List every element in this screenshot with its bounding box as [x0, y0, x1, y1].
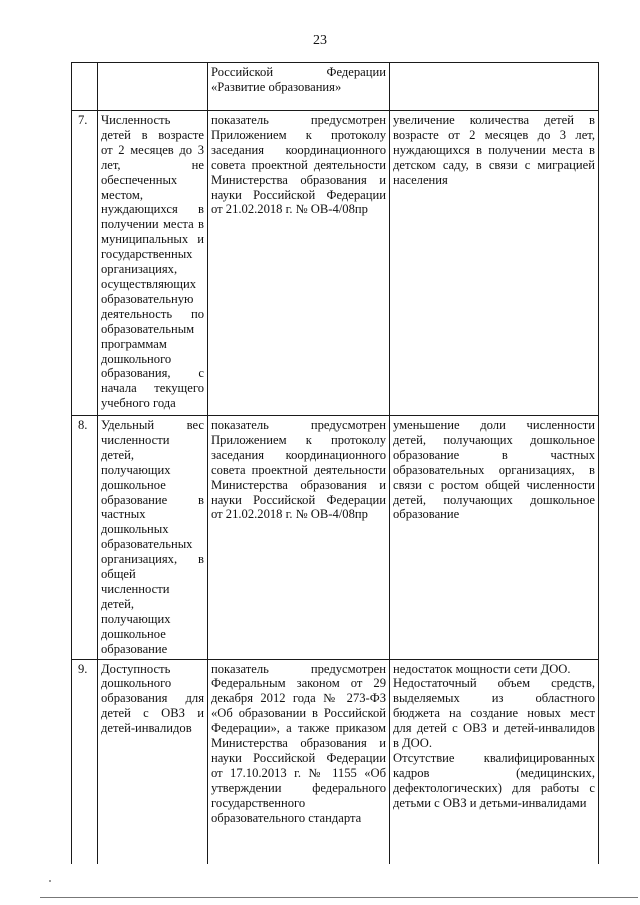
cell-line: детском саду, в связи с миграцией	[393, 157, 595, 172]
cell-line: «Развитие образования»	[211, 79, 342, 94]
cell-line: Российской Федерации	[211, 65, 386, 79]
cell-line: науки Российской Федерации	[211, 492, 386, 507]
cell-line: образовательного стандарта	[211, 810, 362, 825]
cell-line: нуждающихся в	[101, 202, 204, 217]
indicator-cell	[98, 416, 208, 660]
cell-line: показатель предусмотрен	[211, 418, 386, 432]
cell-line: показатель предусмотрен	[211, 661, 386, 676]
cell-line: Недостаточный объем средств,	[393, 676, 595, 691]
cell-line: лет, не	[101, 157, 204, 172]
cell-line: дошкольное	[101, 477, 166, 492]
cell-line: науки Российской Федерации	[211, 750, 386, 765]
cell-line: заседания координационного	[211, 447, 386, 462]
cell-line: Приложением к протоколу	[211, 127, 386, 142]
cell-line: детей с ОВЗ и	[101, 706, 204, 721]
cell-line: образовательных организациях, в	[393, 462, 595, 477]
cell-line: начала текущего	[101, 381, 204, 396]
cell-line: Доступность	[101, 661, 171, 676]
cell-line: детей,	[101, 447, 134, 462]
indicator-cell	[98, 63, 208, 111]
cell-line: Федеральным законом от 29	[211, 676, 386, 691]
cell-line: детей,	[101, 596, 134, 611]
cell-line: Численность	[101, 113, 171, 127]
cell-line: получающих	[101, 462, 171, 477]
cell-line: обеспеченных	[101, 172, 178, 187]
cell-line: государственного	[211, 795, 306, 810]
cell-line: Министерства образования и	[211, 172, 386, 187]
cell-line: кадров (медицинских,	[393, 765, 595, 780]
indicator-cell	[98, 659, 208, 864]
cell-line: численности	[101, 581, 170, 596]
row-number: 8.	[72, 416, 98, 660]
row-number	[72, 63, 98, 111]
table-row	[72, 111, 599, 416]
cell-line: детей в возрасте	[101, 127, 204, 142]
indicators-table	[71, 62, 599, 864]
table-row	[72, 63, 599, 111]
cell-line: выделяемых из областного	[393, 691, 595, 706]
cell-line: заседания координационного	[211, 142, 386, 157]
reason-cell	[390, 659, 599, 864]
cell-line: совета проектной деятельности	[211, 157, 386, 172]
cell-line: организациях, в	[101, 552, 204, 567]
cell-line: образование	[393, 507, 460, 522]
row-number: 7.	[72, 111, 98, 416]
cell-line: показатель предусмотрен	[211, 113, 386, 127]
cell-line: организациях,	[101, 262, 178, 277]
cell-line: дошкольного	[101, 351, 172, 366]
cell-line: науки Российской Федерации	[211, 187, 386, 202]
table-row	[72, 416, 599, 660]
cell-line: общей	[101, 567, 136, 582]
cell-line: частных	[101, 507, 146, 522]
cell-line: нуждающихся в получении места в	[393, 142, 595, 157]
cell-line: уменьшение доли численности	[393, 418, 595, 432]
cell-line: от 2 месяцев до 3	[101, 142, 204, 157]
basis-cell	[208, 63, 390, 111]
cell-line: от 21.02.2018 г. № ОВ-4/08пр	[211, 202, 368, 217]
cell-line: бюджета на создание новых мест	[393, 706, 595, 721]
cell-line: детей-инвалидов	[101, 721, 192, 736]
cell-line: образования для	[101, 691, 204, 706]
cell-line: недостаток мощности сети ДОО.	[393, 661, 571, 676]
table-row	[72, 659, 599, 864]
cell-line: Отсутствие квалифицированных	[393, 750, 595, 765]
reason-cell	[390, 416, 599, 660]
cell-line: осуществляющих	[101, 276, 197, 291]
cell-line: возрасте от 2 месяцев до 3 лет,	[393, 127, 595, 142]
cell-line: от 17.10.2013 г. № 1155 «Об	[211, 765, 386, 780]
cell-line: от 21.02.2018 г. № ОВ-4/08пр	[211, 507, 368, 522]
basis-cell	[208, 659, 390, 864]
scan-mark	[49, 880, 51, 882]
cell-line: детьми с ОВЗ и детьми-инвалидами	[393, 795, 587, 810]
cell-line: декабря 2012 года № 273-ФЗ	[211, 691, 386, 706]
cell-line: дошкольных	[101, 522, 169, 537]
cell-line: образовательную	[101, 291, 194, 306]
cell-line: для детей с ОВЗ и детей-инвалидов	[393, 721, 595, 736]
row-number: 9.	[72, 659, 98, 864]
cell-line: получающих	[101, 611, 171, 626]
cell-line: «Об образовании в Российской	[211, 706, 386, 721]
cell-line: образовательных	[101, 537, 193, 552]
cell-line: деятельность по	[101, 306, 204, 321]
cell-line: дефектологических) для работы с	[393, 780, 595, 795]
page-number: 23	[313, 33, 327, 48]
cell-line: учебного года	[101, 396, 176, 411]
cell-line: населения	[393, 172, 448, 187]
cell-line: образования, с	[101, 366, 204, 381]
cell-line: увеличение количества детей в	[393, 113, 595, 127]
cell-line: Удельный вес	[101, 418, 204, 432]
cell-line: образование в	[101, 492, 204, 507]
cell-line: получении места в	[101, 217, 204, 232]
cell-line: дошкольное	[101, 626, 166, 641]
indicator-cell	[98, 111, 208, 416]
footer-rule	[40, 897, 638, 898]
cell-line: численности	[101, 432, 170, 447]
cell-line: местом,	[101, 187, 143, 202]
basis-cell	[208, 416, 390, 660]
cell-line: связи с ростом общей численности	[393, 477, 595, 492]
cell-line: Федерации», а также приказом	[211, 721, 386, 736]
cell-line: детей, получающих дошкольное	[393, 492, 595, 507]
cell-line: в ДОО.	[393, 736, 433, 751]
cell-line: детей, получающих дошкольное	[393, 432, 595, 447]
cell-line: программам	[101, 336, 167, 351]
reason-cell	[390, 111, 599, 416]
cell-line: Министерства образования и	[211, 736, 386, 751]
basis-cell	[208, 111, 390, 416]
cell-line: образовательным	[101, 321, 195, 336]
cell-line: Приложением к протоколу	[211, 432, 386, 447]
reason-cell	[390, 63, 599, 111]
cell-line: утверждении федерального	[211, 780, 386, 795]
cell-line: Министерства образования и	[211, 477, 386, 492]
cell-line: образование	[101, 641, 168, 656]
cell-line: муниципальных и	[101, 232, 204, 247]
cell-line: государственных	[101, 247, 193, 262]
cell-line: образование в частных	[393, 447, 595, 462]
cell-line: дошкольного	[101, 676, 172, 691]
cell-line: совета проектной деятельности	[211, 462, 386, 477]
